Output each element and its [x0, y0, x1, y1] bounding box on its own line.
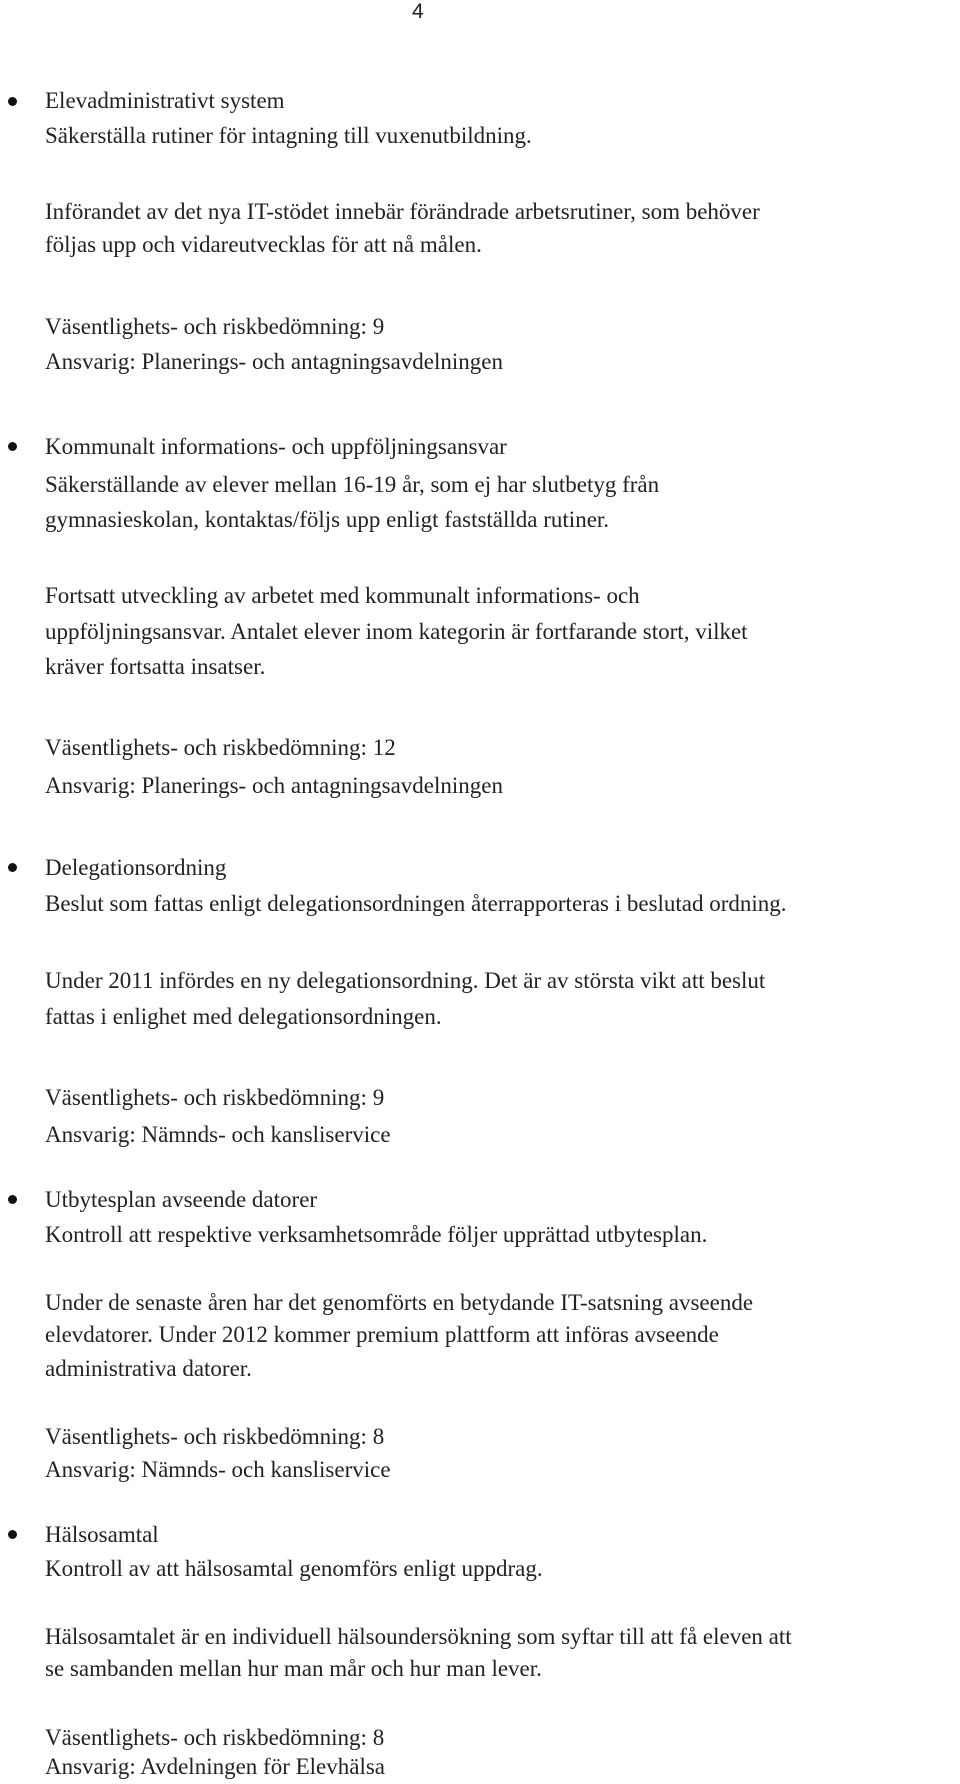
responsible: Ansvarig: Planerings- och antagningsavdelningen	[45, 773, 503, 798]
section-text: fattas i enlighet med delegationsordningen.	[45, 1004, 442, 1029]
section-text: Fortsatt utveckling av arbetet med kommunalt informations- och	[45, 583, 640, 608]
section-text: Under de senaste åren har det genomförts en betydande IT-satsning avseende	[45, 1290, 754, 1315]
section-text: uppföljningsansvar. Antalet elever inom kategorin är fortfarande stort, vilket	[45, 619, 748, 644]
bullet-icon	[8, 97, 17, 106]
risk-assessment: Väsentlighets- och riskbedömning: 8	[45, 1725, 385, 1750]
responsible: Ansvarig: Avdelningen för Elevhälsa	[45, 1754, 386, 1779]
section-text: elevdatorer. Under 2012 kommer premium plattform att införas avseende	[45, 1322, 719, 1347]
section-text: Kontroll att respektive verksamhetsområde följer upprättad utbytesplan.	[45, 1222, 708, 1247]
risk-assessment: Väsentlighets- och riskbedömning: 9	[45, 1085, 385, 1110]
section-title: Kommunalt informations- och uppföljningsansvar	[45, 434, 507, 459]
section-text: Säkerställa rutiner för intagning till vuxenutbildning.	[45, 123, 532, 148]
section-text: Hälsosamtalet är en individuell hälsoundersökning som syftar till att få eleven att	[45, 1624, 792, 1649]
section-text: administrativa datorer.	[45, 1356, 252, 1381]
section-text: se sambanden mellan hur man mår och hur man lever.	[45, 1656, 542, 1681]
bullet-icon	[8, 442, 17, 451]
section-text: Kontroll av att hälsosamtal genomförs enligt uppdrag.	[45, 1556, 543, 1581]
responsible: Ansvarig: Planerings- och antagningsavdelningen	[45, 349, 503, 374]
risk-assessment: Väsentlighets- och riskbedömning: 8	[45, 1424, 385, 1449]
section-title: Hälsosamtal	[45, 1522, 159, 1547]
section-text: kräver fortsatta insatser.	[45, 654, 266, 679]
page-number: 4	[412, 0, 424, 23]
bullet-icon	[8, 863, 17, 872]
section-title: Elevadministrativt system	[45, 88, 285, 113]
section-title: Utbytesplan avseende datorer	[45, 1187, 318, 1212]
section-text: Under 2011 infördes en ny delegationsordning. Det är av största vikt att beslut	[45, 968, 766, 993]
responsible: Ansvarig: Nämnds- och kansliservice	[45, 1122, 391, 1147]
bullet-icon	[8, 1195, 17, 1204]
section-text: Beslut som fattas enligt delegationsordningen återrapporteras i beslutad ordning.	[45, 891, 787, 916]
risk-assessment: Väsentlighets- och riskbedömning: 12	[45, 735, 396, 760]
section-text: Införandet av det nya IT-stödet innebär förändrade arbetsrutiner, som behöver	[45, 199, 760, 224]
section-title: Delegationsordning	[45, 855, 227, 880]
risk-assessment: Väsentlighets- och riskbedömning: 9	[45, 314, 385, 339]
section-text: följas upp och vidareutvecklas för att nå målen.	[45, 232, 482, 257]
responsible: Ansvarig: Nämnds- och kansliservice	[45, 1457, 391, 1482]
bullet-icon	[8, 1530, 17, 1539]
section-text: Säkerställande av elever mellan 16-19 år, som ej har slutbetyg från	[45, 472, 660, 497]
section-text: gymnasieskolan, kontaktas/följs upp enligt fastställda rutiner.	[45, 507, 610, 532]
